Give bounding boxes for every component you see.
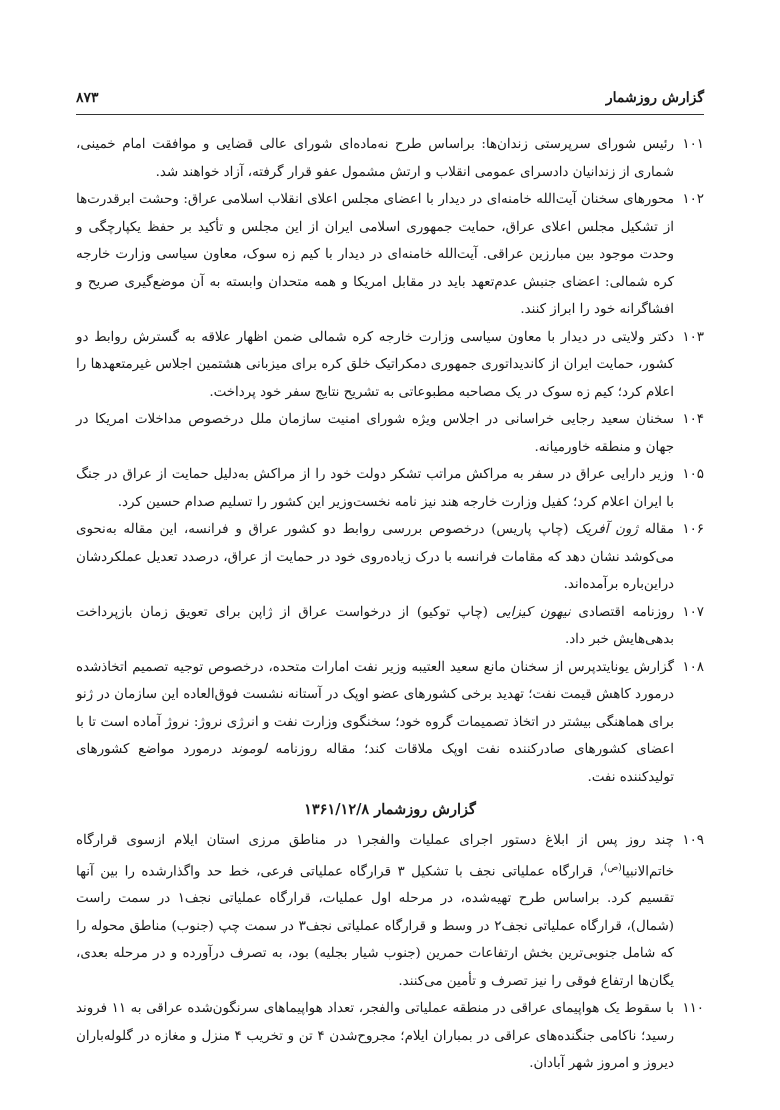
entry-110 — [76, 995, 704, 1078]
entry-106 — [76, 516, 704, 599]
page-number: ۸۷۳ — [76, 90, 99, 106]
entry-text: سخنان سعید رجایی خراسانی در اجلاس ویژه شورای امنیت سازمان ملل درخصوص مداخلات امریکا در جهان و منطقه خاورمیانه. — [76, 412, 674, 455]
page-header — [76, 88, 704, 115]
publication-name: ژون آفریک — [575, 522, 638, 537]
entry-108 — [76, 654, 704, 792]
section-heading-date: گزارش روزشمار ۱۳۶۱/۱۲/۸ — [304, 801, 476, 818]
entry-number: ۱۱۰ — [682, 1001, 704, 1017]
entry-number: ۱۰۷ — [682, 604, 704, 620]
honorific-superscript: (ص) — [603, 862, 622, 873]
entry-105 — [76, 461, 704, 516]
entry-number: ۱۰۱ — [682, 137, 704, 152]
entry-number: ۱۰۸ — [682, 659, 704, 675]
running-title: گزارش روزشمار — [605, 90, 704, 106]
entry-103 — [76, 324, 704, 407]
entry-text-post: ، قرارگاه عملیاتی نجف با تشکیل ۳ قرارگاه عملیاتی فرعی، خط حد واگذارشده را بین آنها تقسیم کرد. براساس طرح تهیه‌شده، در مرحله اول عملیات، قرارگاه عملیاتی نجف۱ در سمت راست (شمال)، قرارگاه عملیاتی نجف۲ در وسط و قرارگاه عملیاتی نجف۳ در سمت چپ (جنوب) مناطق محوله را که شامل جنوبی‌ترین بخش ارتفاعات حمرین (جنوب شیار بجلیه) بود، به تصرف درآورده و در مرحله بعدی، یگان‌ها ارتفاع فوقی را نیز تصرف و تأمین می‌کنند. — [76, 863, 674, 989]
entry-text: با سقوط یک هواپیمای عراقی در منطقه عملیاتی والفجر، تعداد هواپیماهای سرنگون‌شده عراقی به ۱۱ فروند رسید؛ ناکامی جنگنده‌های عراقی در بمباران ایلام؛ مجروح‌شدن ۴ تن و تخریب ۴ منزل و مغازه در گلوله‌باران دیروز و امروز شهر آبادان. — [76, 1001, 674, 1072]
entry-text-post: (چاپ پاریس) درخصوص بررسی روابط دو کشور عراق و فرانسه، این مقاله به‌نحوی می‌کوشد نشان دهد که مقامات فرانسه با درک زیاده‌روی خود در حمایت از عراق، درصدد تعدیل عملکردشان دراین‌باره برآمده‌اند. — [76, 522, 674, 592]
entry-text-post: درمورد مواضع کشورهای تولیدکننده نفت. — [76, 742, 674, 785]
entry-text: رئیس شورای سرپرستی زندان‌ها: براساس طرح نه‌ماده‌ای شورای عالی قضایی و موافقت امام خمینی، شماری از زندانیان دادسرای عمومی انقلاب و ارتش مشمول عفو قرار گرفته، آزاد خواهند شد. — [76, 137, 674, 180]
entry-107 — [76, 599, 704, 654]
entry-text-pre: گزارش یونایتدپرس از سخنان مانع سعید العتیبه وزیر نفت امارات متحده، درخصوص توجیه تصمیم اتخاذشده درمورد کاهش قیمت نفت؛ تهدید برخی کشورهای عضو اوپک در آستانه نشست فوق‌العاده این سازمان در ژنو برای هماهنگی بیشتر در اتخاذ تصمیمات گروه خود؛ سخنگوی وزارت نفت و انرژی نروژ: نروژ آماده است تا با اعضای کشورهای صادرکننده نفت اوپک ملاقات کند؛ مقاله روزنامه — [76, 659, 674, 757]
entries-list — [76, 131, 704, 1078]
entry-102 — [76, 186, 704, 324]
entry-number: ۱۰۵ — [682, 467, 704, 482]
entry-text-pre: مقاله — [637, 522, 674, 537]
entry-number: ۱۰۳ — [682, 329, 704, 345]
entry-text: دکتر ولایتی در دیدار با معاون سیاسی وزارت خارجه کره شمالی ضمن اظهار علاقه به گسترش روابط دو کشور، حمایت ایران از کاندیداتوری جمهوری دمکراتیک خلق کره برای میزبانی هشتمین اجلاس غیرمتعهدها را اعلام کرد؛ کیم زه سوک در یک مصاحبه مطبوعاتی به تشریح نتایج سفر خود پرداخت. — [76, 329, 674, 400]
publication-name: لوموند — [231, 742, 267, 757]
entry-number: ۱۰۴ — [682, 412, 704, 427]
entry-number: ۱۰۶ — [682, 522, 704, 537]
entry-number: ۱۰۹ — [682, 833, 704, 848]
entry-104 — [76, 406, 704, 461]
entry-text-post: (چاپ توکیو) از درخواست عراق از ژاپن برای تعویق زمان بازپرداخت بدهی‌هایش خبر داد. — [76, 604, 674, 647]
entry-number: ۱۰۲ — [682, 192, 704, 207]
entry-text: محورهای سخنان آیت‌الله خامنه‌ای در دیدار با اعضای مجلس اعلای انقلاب اسلامی عراق: وحشت ابرقدرت‌ها از تشکیل مجلس اعلای عراق، حمایت جمهوری اسلامی ایران از این مجلس و تأکید بر حفظ یکپارچگی و وحدت موجود بین مبارزین عراقی. آیت‌الله خامنه‌ای در دیدار با کیم زه سوک، معاون سیاسی وزارت خارجه کره شمالی: اعضای جنبش عدم‌تعهد باید در مقابل امریکا و همه متحدان وابسته به آن موضع‌گیری صریح و افشاگرانه خود را ابراز کنند. — [76, 192, 674, 317]
entry-101 — [76, 131, 704, 186]
entry-109 — [76, 827, 704, 995]
entry-text-pre: چند روز پس از ابلاغ دستور اجرای عملیات والفجر۱ در مناطق مرزی استان ایلام ازسوی قرارگاه خاتم‌الانبیا — [76, 833, 674, 879]
entry-text-pre: روزنامه اقتصادی — [570, 604, 674, 620]
entry-text: وزیر دارایی عراق در سفر به مراکش مراتب تشکر دولت خود را از مراکش به‌دلیل حمایت از عراق در جنگ با ایران اعلام کرد؛ کفیل وزارت خارجه هند نیز نامه نخست‌وزیر این کشور را تسلیم صدام حسین کرد. — [76, 467, 674, 510]
publication-name: نیهون کیزایی — [495, 604, 571, 620]
